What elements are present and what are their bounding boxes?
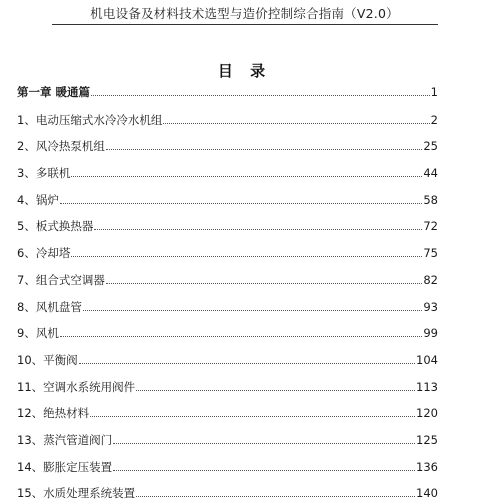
toc-leader-dots [94,229,422,230]
toc-entry-page: 2 [430,112,438,127]
toc-entry[interactable] [17,420,438,447]
toc-entry-page: 72 [423,219,438,234]
toc-entry-label: 5、板式换热器 [17,219,94,234]
toc-leader-dots [60,203,423,204]
toc-leader-dots [106,149,423,150]
toc-leader-dots [106,283,423,284]
toc-chapter-page: 1 [430,85,438,99]
toc-entry-label: 4、锅炉 [17,192,59,207]
toc-leader-dots [113,443,415,444]
table-of-contents [17,83,438,500]
toc-entry-label: 14、膨胀定压装置 [17,459,113,474]
toc-leader-dots [136,496,415,497]
toc-leader-dots [71,176,422,177]
toc-entry[interactable] [17,474,438,500]
toc-entry[interactable] [17,100,438,127]
toc-leader-dots [163,123,429,124]
toc-entry-label: 1、电动压缩式水冷冷水机组 [17,112,163,127]
toc-entry[interactable] [17,394,438,421]
toc-entry[interactable] [17,260,438,287]
toc-leader-dots [60,336,423,337]
toc-entry-label: 15、水质处理系统装置 [17,486,136,500]
toc-chapter-label: 第一章 暖通篇 [17,85,91,99]
running-header: 机电设备及材料技术选型与造价控制综合指南（V2.0） [90,6,399,21]
toc-entry-label: 10、平衡阀 [17,352,78,367]
toc-leader-dots [91,95,430,96]
toc-entry-page: 82 [423,272,438,287]
toc-entry-page: 136 [416,459,438,474]
toc-entry-page: 125 [416,432,438,447]
toc-entry-label: 6、冷却塔 [17,246,71,261]
toc-entry[interactable] [17,314,438,341]
toc-entry[interactable] [17,127,438,154]
toc-entry[interactable] [17,153,438,180]
toc-entry-label: 3、多联机 [17,166,71,181]
toc-entry-label: 12、绝热材料 [17,406,90,421]
toc-entry-label: 2、风冷热泵机组 [17,139,105,154]
toc-leader-dots [113,470,415,471]
toc-entry-page: 75 [423,246,438,261]
toc-leader-dots [79,363,415,364]
toc-entry-page: 93 [423,299,438,314]
toc-leader-dots [83,310,423,311]
toc-entry[interactable] [17,233,438,260]
toc-chapter-heading[interactable] [17,83,438,99]
toc-entry-label: 8、风机盘管 [17,299,82,314]
toc-entry-page: 99 [423,326,438,341]
toc-leader-dots [90,416,415,417]
toc-leader-dots [136,390,415,391]
toc-entry[interactable] [17,340,438,367]
toc-entry-page: 120 [416,406,438,421]
toc-entry-label: 11、空调水系统用阀件 [17,379,136,394]
toc-entry[interactable] [17,447,438,474]
toc-entry-page: 25 [423,139,438,154]
toc-entry[interactable] [17,367,438,394]
toc-leader-dots [71,256,422,257]
toc-entry-page: 44 [423,166,438,181]
toc-entry-label: 13、蒸汽管道阀门 [17,432,113,447]
toc-title: 目 录 [217,62,272,80]
header-divider [52,24,438,25]
toc-entry[interactable] [17,180,438,207]
toc-entry[interactable] [17,207,438,234]
toc-entry[interactable] [17,287,438,314]
toc-entry-page: 113 [416,379,438,394]
toc-entry-label: 9、风机 [17,326,59,341]
toc-entry-label: 7、组合式空调器 [17,272,105,287]
toc-entry-page: 58 [423,192,438,207]
toc-entry-page: 104 [416,352,438,367]
toc-entry-page: 140 [416,486,438,500]
